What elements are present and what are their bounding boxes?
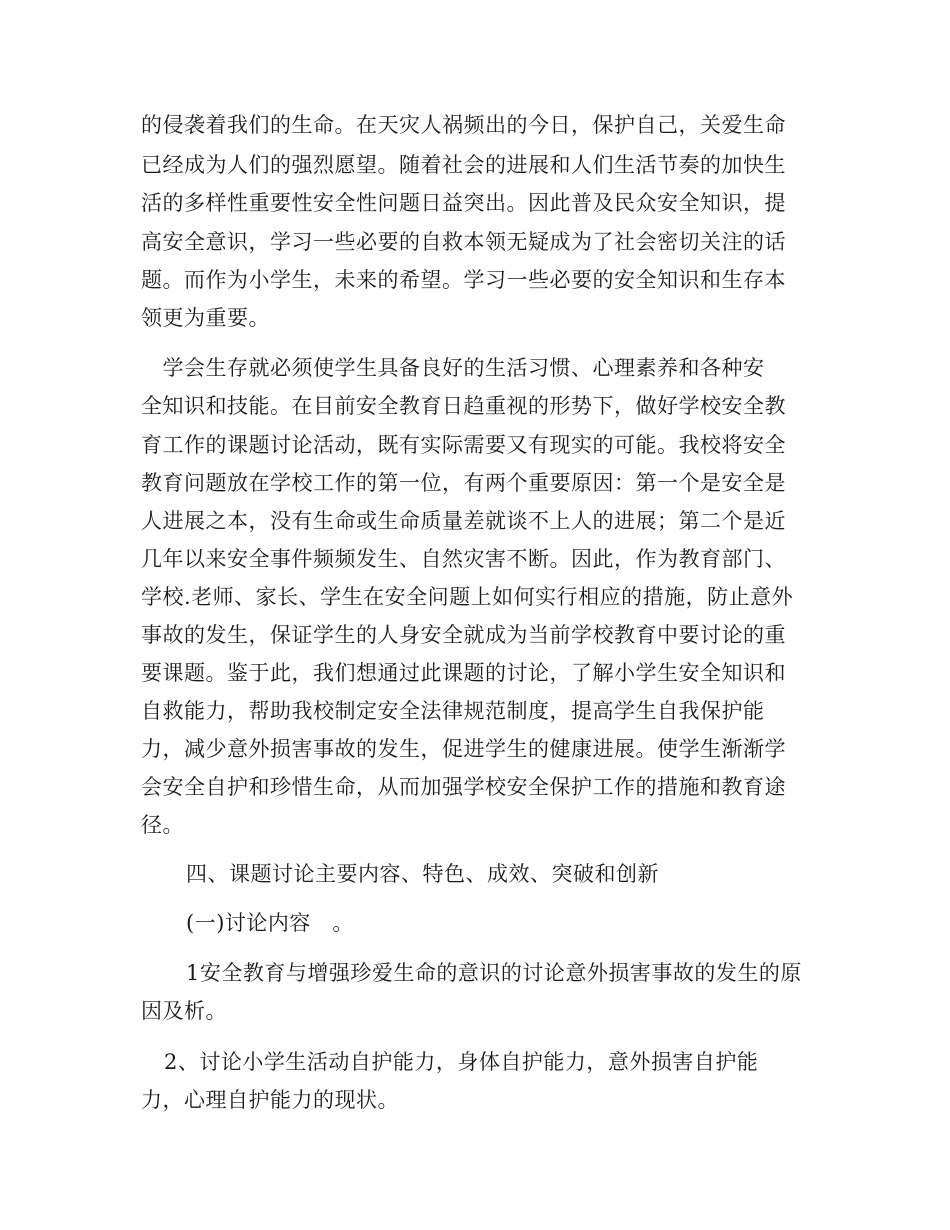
item2-line-1: 2、讨论小学生活动自护能力，身体自护能力，意外损害自护能 [164,1050,759,1074]
item2-line-2: 力，心理自护能力的现状。 [141,1088,399,1112]
paragraph2-line-7: 学校.老师、家长、学生在安全问题上如何实行相应的措施，防止意外 [141,585,794,609]
paragraph2-line-12: 会安全自护和珍惜生命，从而加强学校安全保护工作的措施和教育途 [141,775,786,799]
paragraph2-line-9: 要课题。鉴于此，我们想通过此课题的讨论，了解小学生安全知识和 [141,661,786,685]
subheading: (一)讨论内容 。 [186,911,354,935]
paragraph2-line-5: 人进展之本，没有生命或生命质量差就谈不上人的进展；第二个是近 [141,509,786,533]
paragraph1-line-4: 高安全意识，学习一些必要的自救本领无疑成为了社会密切关注的话 [141,230,786,254]
paragraph2-line-10: 自救能力，帮助我校制定安全法律规范制度，提高学生自我保护能 [141,699,765,723]
item1-line-2: 因及析。 [141,999,227,1023]
paragraph2-line-3: 育工作的课题讨论活动，既有实际需要又有现实的可能。我校将安全 [141,433,786,457]
paragraph2-line-2: 全知识和技能。在目前安全教育日趋重视的形势下，做好学校安全教 [141,394,786,418]
paragraph1-line-2: 已经成为人们的强烈愿望。随着社会的进展和人们生活节奏的加快生 [141,153,786,177]
paragraph2-line-8: 事故的发生，保证学生的人身安全就成为当前学校教育中要讨论的重 [141,623,786,647]
paragraph2-line-11: 力，减少意外损害事故的发生，促进学生的健康进展。使学生渐渐学 [141,737,786,761]
paragraph2-line-4: 教育问题放在学校工作的第一位，有两个重要原因：第一个是安全是 [141,471,786,495]
paragraph1-line-3: 活的多样性重要性安全性问题日益突出。因此普及民众安全知识，提 [141,191,786,215]
paragraph2-line-1: 学会生存就必须使学生具备良好的生活习惯、心理素养和各种安 [141,356,765,380]
paragraph2-line-6: 几年以来安全事件频频发生、自然灾害不断。因此，作为教育部门、 [141,547,786,571]
paragraph1-line-1: 的侵袭着我们的生命。在天灾人祸频出的今日，保护自己，关爱生命 [141,113,786,137]
paragraph1-line-6: 领更为重要。 [141,306,270,330]
item1-line-1: 1安全教育与增强珍爱生命的意识的讨论意外损害事故的发生的原 [186,961,802,985]
paragraph1-line-5: 题。而作为小学生，未来的希望。学习一些必要的安全知识和生存本 [141,268,786,292]
section-heading: 四、课题讨论主要内容、特色、成效、突破和创新 [186,862,659,886]
paragraph2-line-13: 径。 [141,813,184,837]
